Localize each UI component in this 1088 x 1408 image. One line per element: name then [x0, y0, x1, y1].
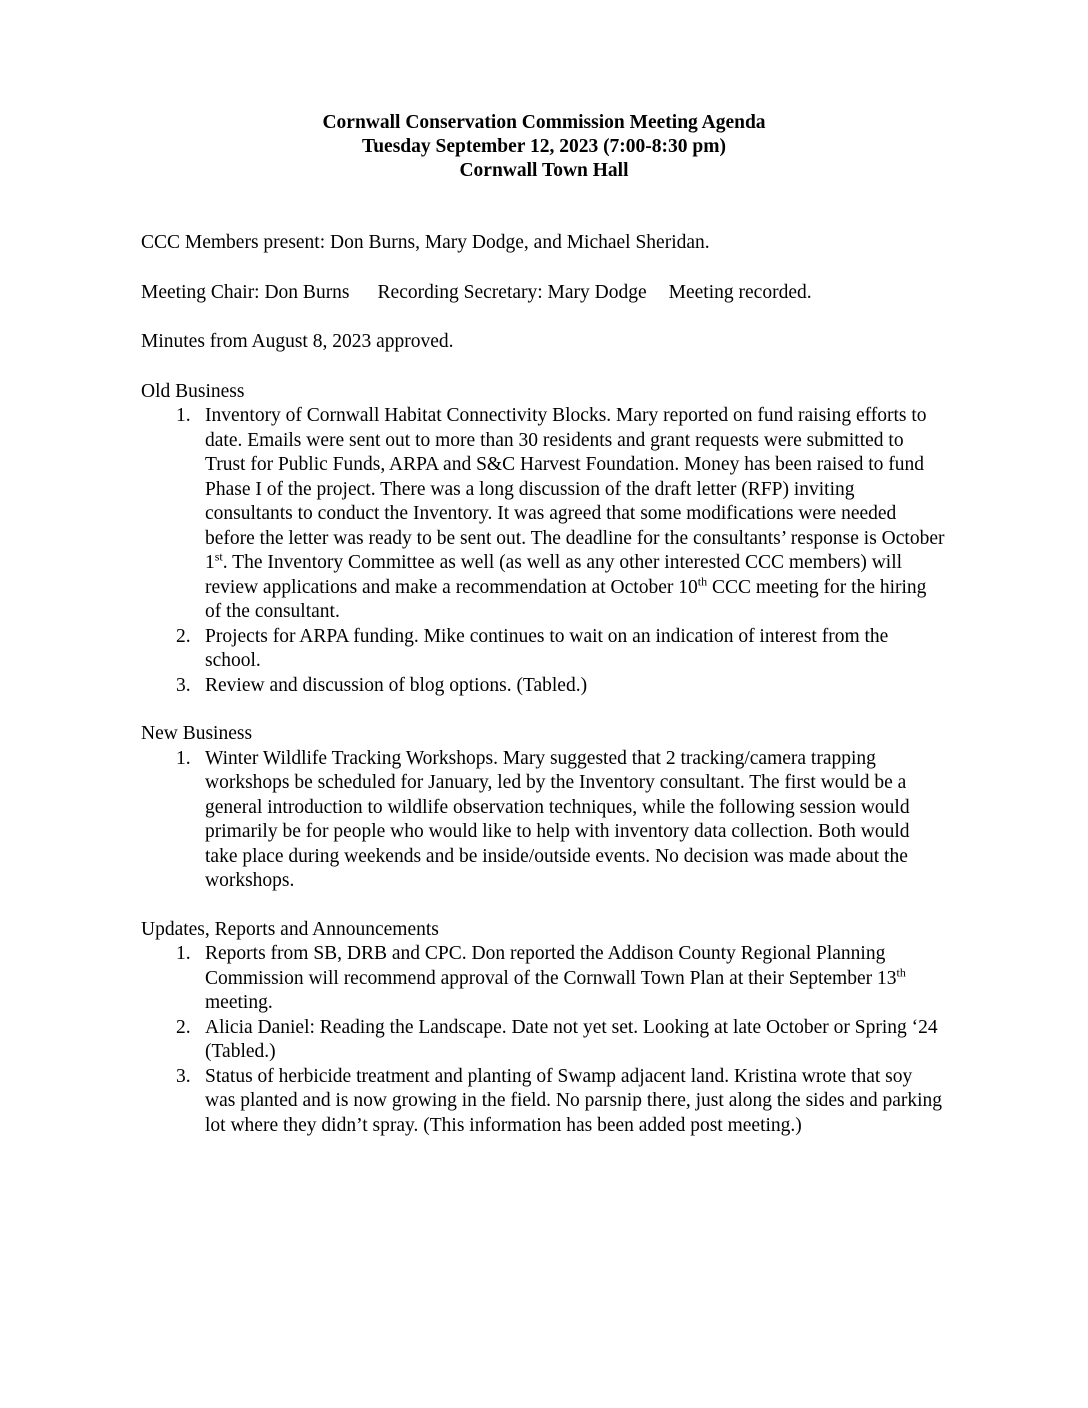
- agenda-title: Cornwall Conservation Commission Meeting Agenda: [322, 112, 766, 133]
- item-text: Projects for ARPA funding. Mike continues to wait on an indication of interest from the school.: [205, 625, 889, 671]
- item-text: Winter Wildlife Tracking Workshops. Mary suggested that 2 tracking/camera trapping workshops be scheduled for January, led by the Inventory consultant. The first would be a general introduction to wildlife observation techniques, while the following session would primarily be for people who would like to help with inventory data collection. Both would take place during weekends and be inside/outside events. No decision was made about the workshops.: [205, 747, 910, 891]
- list-item: [141, 1016, 961, 1065]
- minutes-body: [141, 231, 961, 1138]
- item-number: 2.: [176, 625, 191, 647]
- meeting-recorded: Meeting recorded.: [668, 281, 812, 303]
- list-item: [141, 625, 961, 674]
- item-number: 1.: [176, 943, 191, 964]
- item-text: Status of herbicide treatment and planting of Swamp adjacent land. Kristina wrote that soy was planted and is now growing in the field. No parsnip there, just along the sides and parking lot where they didn’t spray. (This information has been added post meeting.): [205, 1065, 943, 1136]
- item-text: Review and discussion of blog options. (Tabled.): [205, 674, 588, 696]
- item-text: Alicia Daniel: Reading the Landscape. Date not yet set. Looking at late October or Spring ‘24 (Tabled.): [205, 1016, 938, 1062]
- item-text: Reports from SB, DRB and CPC. Don reported the Addison County Regional Planning Commission will recommend approval of the Cornwall Town Plan at their September 13th meeting.: [205, 943, 906, 1013]
- list-item: [141, 747, 961, 894]
- item-number: 3.: [176, 1065, 191, 1087]
- new-business-title: New Business: [141, 723, 253, 744]
- item-number: 2.: [176, 1016, 191, 1038]
- updates-title: Updates, Reports and Announcements: [141, 918, 439, 940]
- item-number: 1.: [176, 405, 191, 426]
- item-text: Inventory of Cornwall Habitat Connectivity Blocks. Mary reported on fund raising efforts to date. Emails were sent out to more than 30 residents and grant requests were submitted to Trust for Public Funds, ARPA and S&C Harvest Foundation. Money has been raised to fund Phase I of the project. There was a long discussion of the draft letter (RFP) inviting consultants to conduct the Inventory. It was agreed that some modifications were needed before the letter was ready to be sent out. The deadline for the consultants’ response is October 1st. The Inventory Committee as well (as well as any other interested CCC members) will review applications and make a recommendation at October 10th CCC meeting for the hiring of the consultant.: [205, 405, 945, 622]
- meeting-location: Cornwall Town Hall: [459, 160, 629, 181]
- agenda-header: [0, 111, 1088, 183]
- item-number: 3.: [176, 674, 191, 696]
- list-item: [141, 674, 961, 699]
- updates-section: [141, 918, 961, 1139]
- members-present: CCC Members present: Don Burns, Mary Dodge, and Michael Sheridan.: [141, 232, 710, 253]
- list-item: [141, 404, 961, 625]
- new-business-section: [141, 722, 961, 894]
- old-business-section: [141, 380, 961, 699]
- meeting-chair: Meeting Chair: Don Burns: [141, 281, 350, 303]
- list-item: [141, 942, 961, 1016]
- meeting-roles: [141, 281, 961, 306]
- minutes-approval: Minutes from August 8, 2023 approved.: [141, 331, 454, 352]
- old-business-title: Old Business: [141, 380, 245, 402]
- list-item: [141, 1065, 961, 1139]
- recording-secretary: Recording Secretary: Mary Dodge: [377, 281, 647, 303]
- meeting-date: Tuesday September 12, 2023 (7:00-8:30 pm): [362, 136, 726, 157]
- item-number: 1.: [176, 747, 191, 769]
